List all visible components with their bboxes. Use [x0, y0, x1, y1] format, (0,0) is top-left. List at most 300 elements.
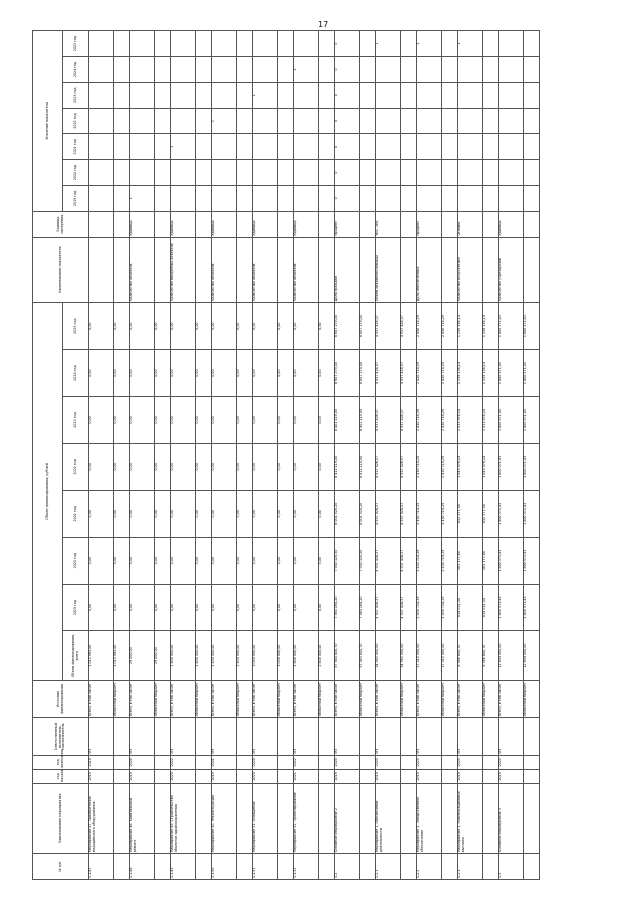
cell-indicator-value — [253, 185, 278, 211]
cell-no — [483, 854, 499, 880]
cell-source: областной бюджет — [360, 680, 376, 718]
cell-year-value: 0,00 — [155, 537, 171, 584]
cell-indicator-value — [458, 185, 483, 211]
cell-year-end: 2025 — [417, 755, 442, 769]
cell-indicator — [114, 237, 130, 303]
cell-indicator-value — [417, 160, 442, 186]
cell-indicator-value — [278, 57, 294, 83]
cell-name — [155, 783, 171, 853]
cell-year-value: 2 430 714,29 — [442, 537, 458, 584]
cell-indicator-value — [442, 57, 458, 83]
cell-unit — [524, 211, 540, 237]
cell-source: Всего, в том числе — [335, 680, 360, 718]
cell-indicator-value — [442, 108, 458, 134]
cell-year-start — [442, 769, 458, 783]
cell-indicator-value: 1 — [376, 31, 401, 57]
cell-year-start: 2019 — [212, 769, 237, 783]
cell-indicator-value — [130, 134, 155, 160]
cell-indicator-value — [483, 82, 499, 108]
cell-year-value: 0,00 — [212, 443, 237, 490]
cell-year-value: 0,00 — [253, 443, 278, 490]
cell-year-value: 0,00 — [319, 490, 335, 537]
cell-year-value: 0,00 — [130, 350, 155, 397]
cell-indicator-value — [319, 108, 335, 134]
cell-year-value: 1 800 571,43 — [499, 490, 524, 537]
cell-year-value: 2 430 714,29 — [442, 490, 458, 537]
cell-name — [196, 783, 212, 853]
cell-responsible — [319, 718, 335, 756]
cell-indicator-value — [360, 31, 376, 57]
cell-indicator-value — [171, 82, 196, 108]
cell-year-value: 0,00 — [196, 443, 212, 490]
cell-indicator-value — [155, 185, 171, 211]
cell-year-value: 0,00 — [196, 303, 212, 350]
cell-year-value: 1 800 571,43 — [524, 443, 540, 490]
cell-year-value: 0,00 — [155, 584, 171, 631]
table-header — [33, 31, 89, 880]
cell-year-end: 2020 — [130, 755, 155, 769]
cell-indicator-value — [237, 160, 253, 186]
cell-source: Всего, в том числе — [294, 680, 319, 718]
table-row — [417, 31, 442, 880]
cell-year-value: 0,00 — [114, 397, 130, 444]
cell-year-start: 2020 — [171, 769, 196, 783]
cell-indicator-value — [278, 82, 294, 108]
table-row — [458, 31, 483, 880]
cell-source: областной бюджет — [442, 680, 458, 718]
cell-year-value: 4 937 428,57 — [376, 350, 401, 397]
cell-year-start — [155, 769, 171, 783]
cell-name — [319, 783, 335, 853]
cell-indicator-value — [360, 82, 376, 108]
table-row — [114, 31, 130, 880]
cell-name — [401, 783, 417, 853]
cell-indicator-value: 0 — [335, 108, 360, 134]
cell-year-value: 1 800 571,43 — [524, 397, 540, 444]
cell-total: 17 015 000,00 — [442, 631, 458, 680]
cell-indicator-value — [114, 134, 130, 160]
cell-indicator-value — [401, 57, 417, 83]
cell-year-value: 7 930 320,50 — [360, 537, 376, 584]
table-row — [237, 31, 253, 880]
cell-no — [442, 854, 458, 880]
table-row — [278, 31, 294, 880]
cell-year-value: 8 402 119,00 — [360, 397, 376, 444]
cell-indicator-value — [360, 57, 376, 83]
cell-indicator-value — [524, 185, 540, 211]
cell-name — [114, 783, 130, 853]
cell-no: 1.3 — [499, 854, 524, 880]
cell-indicator: Доля граждан — [335, 237, 360, 303]
cell-indicator-value — [294, 160, 319, 186]
cell-year-value: 0,00 — [319, 584, 335, 631]
cell-unit — [360, 211, 376, 237]
cell-year-value: 0,00 — [294, 584, 319, 631]
cell-total: 2 450 000,00 — [237, 631, 253, 680]
cell-indicator-value — [319, 160, 335, 186]
header-year-2: 2021 год — [63, 490, 89, 537]
cell-year-value: 0,00 — [130, 584, 155, 631]
cell-year-value: 1 800 571,43 — [524, 584, 540, 631]
cell-year-value: 0,00 — [155, 303, 171, 350]
cell-indicator-value — [278, 108, 294, 134]
cell-year-value: 0,00 — [89, 397, 114, 444]
cell-year-value: 632 377,34 — [458, 490, 483, 537]
cell-indicator-value — [130, 160, 155, 186]
cell-indicator-value — [253, 108, 278, 134]
cell-name: Мероприятие 3. Компенсационные выплаты — [458, 783, 483, 853]
cell-responsible — [442, 718, 458, 756]
cell-year-value: 2 430 714,29 — [442, 397, 458, 444]
header-year-4: 2023 год — [63, 397, 89, 444]
cell-year-value: 1 800 571,43 — [499, 584, 524, 631]
cell-indicator: Количество объектов — [130, 237, 155, 303]
cell-year-end — [155, 755, 171, 769]
cell-year-value: 4 937 428,57 — [401, 490, 417, 537]
cell-source: Всего, в том числе — [376, 680, 401, 718]
header-year-start: год начала — [33, 769, 89, 783]
cell-year-end: 2025 — [458, 755, 483, 769]
header-no: № п/п — [33, 854, 89, 880]
cell-indicator-value — [499, 108, 524, 134]
cell-indicator-value — [171, 31, 196, 57]
cell-total: 2 800 000,00 — [294, 631, 319, 680]
cell-year-start: 2019 — [458, 769, 483, 783]
cell-year-value: 0,00 — [294, 303, 319, 350]
cell-year-end — [401, 755, 417, 769]
cell-year-value: 1 043 976,14 — [483, 443, 499, 490]
cell-name — [483, 783, 499, 853]
cell-responsible — [401, 718, 417, 756]
cell-year-value: 561 177,64 — [483, 537, 499, 584]
cell-year-value: 2 430 714,29 — [417, 303, 442, 350]
cell-year-value: 1 800 571,43 — [524, 490, 540, 537]
table-row — [319, 31, 335, 880]
cell-indicator-value: 0 — [335, 31, 360, 57]
cell-year-value: 8 412 119,00 — [335, 443, 360, 490]
cell-year-value: 614 021,34 — [458, 584, 483, 631]
cell-year-value: 0,00 — [319, 397, 335, 444]
cell-year-end: 2021 — [212, 755, 237, 769]
cell-total: 6 366 800,70 — [483, 631, 499, 680]
cell-indicator-value — [458, 134, 483, 160]
cell-year-value: 0,00 — [278, 303, 294, 350]
cell-no — [401, 854, 417, 880]
cell-year-value: 2 430 714,29 — [417, 537, 442, 584]
cell-indicator-value — [278, 31, 294, 57]
cell-year-value: 0,00 — [237, 443, 253, 490]
cell-indicator-value — [442, 31, 458, 57]
cell-indicator-value — [212, 82, 237, 108]
cell-indicator-value — [294, 108, 319, 134]
cell-indicator: Количество учреждений — [499, 237, 524, 303]
cell-indicator-value: 0 — [335, 57, 360, 83]
cell-year-value: 0,00 — [114, 490, 130, 537]
cell-year-value: 0,00 — [196, 397, 212, 444]
cell-no — [114, 854, 130, 880]
cell-year-value: 0,00 — [278, 584, 294, 631]
cell-year-value: 0,00 — [155, 397, 171, 444]
cell-responsible — [483, 718, 499, 756]
cell-indicator — [155, 237, 171, 303]
cell-indicator — [89, 237, 114, 303]
cell-year-end — [360, 755, 376, 769]
cell-indicator-value — [114, 82, 130, 108]
cell-indicator-value — [89, 160, 114, 186]
cell-year-end — [442, 755, 458, 769]
cell-year-value: 7 930 320,50 — [335, 537, 360, 584]
cell-year-value: 2 430 714,29 — [442, 584, 458, 631]
cell-responsible: МЗ — [253, 718, 278, 756]
cell-indicator-value — [114, 57, 130, 83]
cell-name: Основное мероприятие 3 — [499, 783, 524, 853]
cell-indicator-value — [524, 134, 540, 160]
cell-year-value: 0,00 — [212, 350, 237, 397]
cell-source: областной бюджет — [483, 680, 499, 718]
cell-indicator — [278, 237, 294, 303]
cell-indicator-value — [360, 134, 376, 160]
cell-name: Мероприятие 51. Оснащение — [253, 783, 278, 853]
cell-source: Всего, в том числе — [253, 680, 278, 718]
cell-indicator-value — [376, 57, 401, 83]
program-table — [32, 30, 540, 880]
cell-name: Основное мероприятие 2 — [335, 783, 360, 853]
cell-year-end: 2019 — [89, 755, 114, 769]
cell-year-value: 2 430 714,29 — [417, 350, 442, 397]
cell-total: 3 050 000,00 — [278, 631, 294, 680]
cell-source: областной бюджет — [114, 680, 130, 718]
cell-source: областной бюджет — [155, 680, 171, 718]
cell-indicator-value — [360, 160, 376, 186]
cell-source: областной бюджет — [278, 680, 294, 718]
cell-year-value: 4 937 428,57 — [401, 303, 417, 350]
cell-responsible — [196, 718, 212, 756]
cell-indicator-value — [253, 160, 278, 186]
cell-indicator-value — [237, 134, 253, 160]
cell-no — [524, 854, 540, 880]
cell-indicator-value — [89, 82, 114, 108]
cell-year-value: 4 937 428,57 — [376, 584, 401, 631]
cell-year-value: 0,00 — [278, 397, 294, 444]
cell-year-value: 0,00 — [155, 490, 171, 537]
cell-year-start — [237, 769, 253, 783]
cell-indicator-value — [155, 57, 171, 83]
cell-year-value: 2 430 714,29 — [442, 443, 458, 490]
cell-source: областной бюджет — [196, 680, 212, 718]
cell-unit: единица — [253, 211, 278, 237]
cell-year-start: 2021 — [294, 769, 319, 783]
cell-year-value: 0,00 — [237, 490, 253, 537]
cell-year-start: 2019 — [130, 769, 155, 783]
cell-indicator-value — [458, 160, 483, 186]
cell-year-value: 0,00 — [196, 490, 212, 537]
cell-year-value: 0,00 — [253, 303, 278, 350]
cell-indicator-value — [196, 57, 212, 83]
cell-year-value: 0,00 — [253, 537, 278, 584]
cell-indicator-value — [212, 57, 237, 83]
cell-year-value: 2 430 714,29 — [442, 350, 458, 397]
cell-unit — [114, 211, 130, 237]
cell-indicator-value — [319, 185, 335, 211]
cell-indicator — [483, 237, 499, 303]
cell-year-end: 2025 — [335, 755, 360, 769]
cell-no: 1.1.51 — [253, 854, 278, 880]
cell-year-start — [483, 769, 499, 783]
cell-indicator-value — [237, 108, 253, 134]
cell-indicator-value — [524, 31, 540, 57]
cell-responsible — [237, 718, 253, 756]
cell-year-value: 1 033 976,14 — [458, 397, 483, 444]
header-funding-group: Объем финансирования, рублей — [33, 303, 63, 681]
cell-indicator-value — [319, 57, 335, 83]
cell-responsible — [155, 718, 171, 756]
cell-year-value: 2 430 714,29 — [417, 397, 442, 444]
cell-year-value: 0,00 — [171, 443, 196, 490]
table-row — [212, 31, 237, 880]
cell-indicator: Количество объектов — [294, 237, 319, 303]
cell-indicator-value — [376, 108, 401, 134]
cell-responsible: МЗ — [130, 718, 155, 756]
cell-indicator-value — [376, 185, 401, 211]
cell-year-value: 4 937 428,57 — [376, 490, 401, 537]
cell-indicator-value: 0 — [335, 82, 360, 108]
cell-total: 17 015 000,00 — [417, 631, 442, 680]
header-total: Объем финансирования, всего — [63, 631, 89, 680]
cell-responsible — [360, 718, 376, 756]
cell-indicator-value — [417, 134, 442, 160]
cell-indicator-value — [483, 134, 499, 160]
table-row — [89, 31, 114, 880]
cell-year-value: 0,00 — [130, 303, 155, 350]
cell-year-value: 0,00 — [294, 490, 319, 537]
cell-indicator-value — [524, 160, 540, 186]
cell-year-end — [524, 755, 540, 769]
cell-year-value: 632 377,34 — [483, 490, 499, 537]
cell-indicator-value — [237, 185, 253, 211]
cell-year-end — [319, 755, 335, 769]
cell-indicator-value — [483, 185, 499, 211]
cell-year-value: 0,00 — [278, 350, 294, 397]
cell-name: Мероприятие 47. Приобретение медицинского оборудования — [89, 783, 114, 853]
cell-year-end — [114, 755, 130, 769]
cell-year-start — [401, 769, 417, 783]
cell-year-value: 4 937 428,57 — [401, 350, 417, 397]
cell-total: 34 562 000,00 — [401, 631, 417, 680]
cell-indicator-value — [114, 31, 130, 57]
cell-responsible — [524, 718, 540, 756]
cell-responsible: МЗ — [171, 718, 196, 756]
cell-name — [442, 783, 458, 853]
cell-year-value: 8 607 279,00 — [335, 303, 360, 350]
cell-indicator-value — [417, 108, 442, 134]
cell-year-start: 2019 — [417, 769, 442, 783]
cell-total: 6 366 800,70 — [458, 631, 483, 680]
cell-indicator-value: 1 — [253, 82, 278, 108]
cell-year-value: 0,00 — [114, 303, 130, 350]
cell-year-value: 0,00 — [253, 350, 278, 397]
cell-indicator-value — [483, 31, 499, 57]
cell-no: 1.1.50 — [212, 854, 237, 880]
cell-year-end: 2022 — [294, 755, 319, 769]
cell-indicator-value — [499, 31, 524, 57]
cell-name: Мероприятие 49. Строительство объектов здравоохранения — [171, 783, 196, 853]
cell-indicator: Количество получателей — [458, 237, 483, 303]
table-row — [294, 31, 319, 880]
cell-indicator-value — [294, 82, 319, 108]
cell-indicator-value — [171, 108, 196, 134]
cell-year-value: 0,00 — [196, 537, 212, 584]
cell-year-value: 0,00 — [114, 443, 130, 490]
cell-indicator-value — [319, 134, 335, 160]
table-row — [360, 31, 376, 880]
cell-indicator-value — [155, 31, 171, 57]
cell-no — [155, 854, 171, 880]
cell-unit — [278, 211, 294, 237]
cell-name — [278, 783, 294, 853]
cell-unit: тыс. чел. — [376, 211, 401, 237]
cell-no — [237, 854, 253, 880]
table-row — [130, 31, 155, 880]
cell-indicator-value — [401, 31, 417, 57]
cell-indicator-value — [294, 134, 319, 160]
cell-no: 1.1.48 — [130, 854, 155, 880]
cell-year-value: 0,00 — [196, 584, 212, 631]
cell-total: 57 943 800,70 — [360, 631, 376, 680]
cell-indicator-value — [212, 160, 237, 186]
cell-year-value: 0,00 — [155, 443, 171, 490]
cell-year-value: 1 800 571,43 — [499, 350, 524, 397]
cell-year-value: 0,00 — [171, 490, 196, 537]
header-ind-year-4: 2023 год — [63, 82, 89, 108]
cell-year-value: 4 937 428,57 — [376, 537, 401, 584]
cell-year-value: 0,00 — [212, 584, 237, 631]
cell-year-start — [196, 769, 212, 783]
cell-name: Мероприятие 1. Обеспечение деятельности — [376, 783, 401, 853]
cell-year-start: 2019 — [376, 769, 401, 783]
header-unit: Единица измерения — [33, 211, 89, 237]
cell-indicator-value — [376, 160, 401, 186]
header-indicator: Наименование показателя — [33, 237, 89, 303]
cell-year-value: 0,00 — [89, 537, 114, 584]
cell-indicator-value — [237, 57, 253, 83]
cell-year-value: 0,00 — [319, 537, 335, 584]
cell-total: 1 800 000,00 — [196, 631, 212, 680]
cell-year-value: 0,00 — [294, 443, 319, 490]
cell-year-start — [114, 769, 130, 783]
cell-year-value: 0,00 — [89, 350, 114, 397]
cell-year-value: 0,00 — [130, 490, 155, 537]
cell-source: Всего, в том числе — [212, 680, 237, 718]
table-row — [196, 31, 212, 880]
cell-total: 34 562 000,00 — [376, 631, 401, 680]
cell-indicator-value — [196, 134, 212, 160]
cell-unit: человек — [458, 211, 483, 237]
cell-indicator-value — [401, 108, 417, 134]
cell-indicator-value — [499, 160, 524, 186]
cell-source: Всего, в том числе — [458, 680, 483, 718]
cell-unit: единица — [294, 211, 319, 237]
cell-indicator-value — [130, 108, 155, 134]
cell-indicator-value — [458, 57, 483, 83]
cell-year-value: 0,00 — [89, 443, 114, 490]
cell-indicator-value — [89, 31, 114, 57]
cell-indicator-value — [483, 108, 499, 134]
cell-indicator-value — [196, 82, 212, 108]
cell-unit: единица — [499, 211, 524, 237]
header-ind-year-2: 2021 год — [63, 134, 89, 160]
cell-year-end: 2022 — [171, 755, 196, 769]
cell-source: Всего, в том числе — [171, 680, 196, 718]
